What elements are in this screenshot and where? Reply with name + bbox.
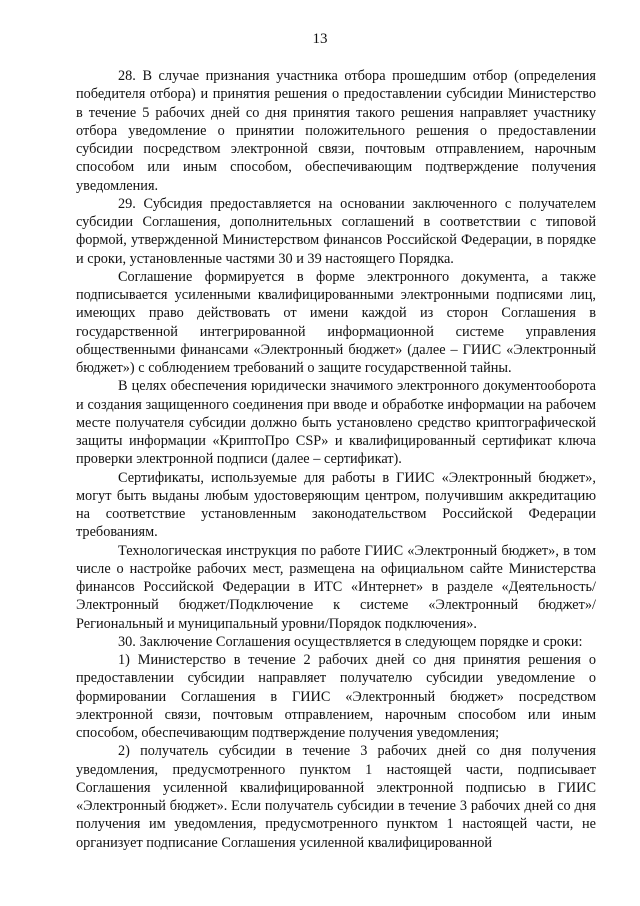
paragraph-28: 28. В случае признания участника отбора прошедшим отбор (определения победителя отбора) и принятия решения о предоставлении субсидии Министерство в течение 5 рабочих дней со дня принятия такого решения направляет участнику отбора уведомление о принятии положительного решения о предоставлении субсидии посредством электронной связи, почтовым отправлением, нарочным способом или иным способом, обеспечивающим подтверждение получения уведомления. xyxy=(76,68,596,194)
paragraph-tech-instruction: Технологическая инструкция по работе ГИИС «Электронный бюджет», в том числе о настройке рабочих мест, размещена на официальном сайте Министерства финансов Российской Федерации в ИТС «Интернет» в разделе «Деятельность/Электронный бюджет/Подключение к системе «Электронный бюджет»/Региональный и муниципальный уровни/Порядок подключения». xyxy=(76,542,596,632)
paragraph-29: 29. Субсидия предоставляется на основании заключенного с получателем субсидии Соглашения, дополнительных соглашений в соответствии с типовой формой, утвержденной Министерством финансов Российской Федерации, в порядке и сроки, установленные частями 30 и 39 настоящего Порядка. xyxy=(76,195,596,267)
paragraph-30-item-1: 1) Министерство в течение 2 рабочих дней со дня принятия решения о предоставлении субсидии направляет получателю субсидии уведомление о формировании Соглашения в ГИИС «Электронный бюджет» посредством электронной связи, почтовым отправлением, нарочным способом или иным способом, обеспечивающим подтверждение получения уведомления; xyxy=(76,652,596,741)
paragraph-certificates: Сертификаты, используемые для работы в ГИИС «Электронный бюджет», могут быть выданы любым удостоверяющим центром, получившим аккредитацию на соответствие установленным законодательством Российской Федерации требованиям. xyxy=(76,469,596,541)
paragraph-30: 30. Заключение Соглашения осуществляется в следующем порядке и сроки: xyxy=(118,633,583,650)
paragraph-30-item-2: 2) получатель субсидии в течение 3 рабочих дней со дня получения уведомления, предусмотренного пунктом 1 настоящей части, подписывает Соглашения усиленной квалифицированной электронной подписью в ГИИС «Электронный бюджет». Если получатель субсидии в течение 3 рабочих дней со дня получения им уведомления, предусмотренного пунктом 1 настоящей части, не организует подписание Соглашения усиленной квалифицированной xyxy=(76,743,596,851)
page-number: 13 xyxy=(312,31,328,47)
paragraph-crypto-protection: В целях обеспечения юридически значимого электронного документооборота и создания защищенного соединения при вводе и обработке информации на рабочем месте получателя субсидии должно быть установлено средство криптографической защиты информации «КриптоПро CSP» и квалифицированный сертификат ключа проверки электронной подписи (далее – сертификат). xyxy=(76,378,596,468)
document-body xyxy=(76,67,596,852)
paragraph-agreement-form: Соглашение формируется в форме электронного документа, а также подписывается усиленными квалифицированными электронными подписями лиц, имеющих право действовать от имени каждой из сторон Соглашения в государственной интегрированной информационной системе управления общественными финансами «Электронный бюджет» (далее – ГИИС «Электронный бюджет») с соблюдением требований о защите государственной тайны. xyxy=(76,268,596,376)
